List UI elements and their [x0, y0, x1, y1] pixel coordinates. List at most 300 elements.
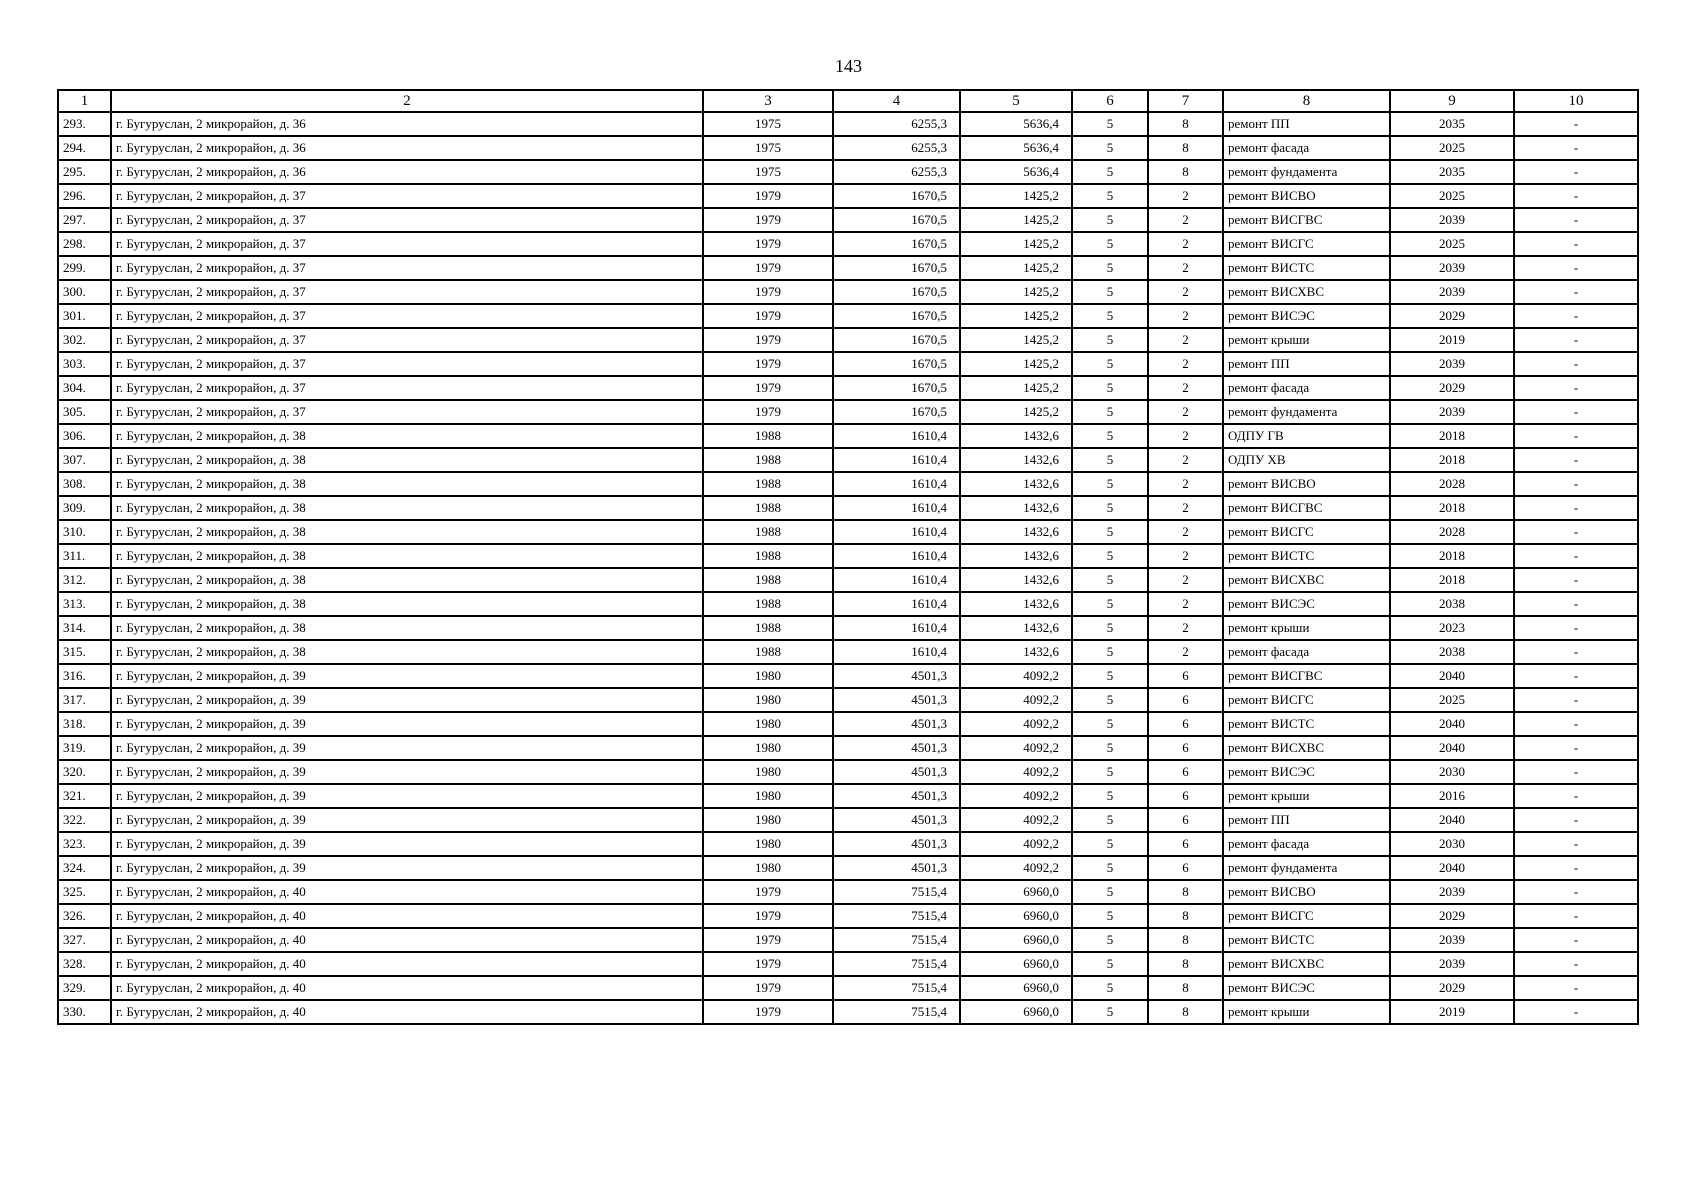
cell-address: г. Бугуруслан, 2 микрорайон, д. 40	[111, 1000, 703, 1024]
cell-row-number: 299.	[58, 256, 111, 280]
cell-address: г. Бугуруслан, 2 микрорайон, д. 40	[111, 904, 703, 928]
cell-note: -	[1514, 280, 1638, 304]
cell-year-built: 1979	[703, 352, 833, 376]
cell-planned-year: 2018	[1390, 544, 1514, 568]
cell-row-number: 318.	[58, 712, 111, 736]
cell-row-number: 308.	[58, 472, 111, 496]
cell-address: г. Бугуруслан, 2 микрорайон, д. 36	[111, 112, 703, 136]
cell-work-type: ремонт фасада	[1223, 640, 1390, 664]
cell-note: -	[1514, 544, 1638, 568]
cell-total-area: 1610,4	[833, 544, 960, 568]
cell-work-type: ремонт ВИСТС	[1223, 928, 1390, 952]
cell-row-number: 326.	[58, 904, 111, 928]
cell-planned-year: 2030	[1390, 832, 1514, 856]
table-row	[58, 784, 1638, 808]
cell-living-area: 1425,2	[960, 256, 1072, 280]
cell-entrances: 8	[1148, 136, 1223, 160]
cell-note: -	[1514, 856, 1638, 880]
cell-row-number: 330.	[58, 1000, 111, 1024]
cell-total-area: 4501,3	[833, 760, 960, 784]
cell-planned-year: 2039	[1390, 208, 1514, 232]
cell-living-area: 1425,2	[960, 184, 1072, 208]
cell-address: г. Бугуруслан, 2 микрорайон, д. 37	[111, 184, 703, 208]
cell-work-type: ремонт ПП	[1223, 808, 1390, 832]
cell-work-type: ремонт ВИСГВС	[1223, 496, 1390, 520]
cell-address: г. Бугуруслан, 2 микрорайон, д. 39	[111, 856, 703, 880]
cell-living-area: 6960,0	[960, 904, 1072, 928]
cell-year-built: 1988	[703, 520, 833, 544]
cell-work-type: ремонт ВИСВО	[1223, 472, 1390, 496]
cell-planned-year: 2039	[1390, 400, 1514, 424]
cell-floors: 5	[1072, 952, 1148, 976]
table-row	[58, 544, 1638, 568]
cell-planned-year: 2040	[1390, 736, 1514, 760]
cell-entrances: 2	[1148, 184, 1223, 208]
cell-entrances: 2	[1148, 352, 1223, 376]
cell-entrances: 6	[1148, 808, 1223, 832]
cell-year-built: 1988	[703, 568, 833, 592]
cell-row-number: 310.	[58, 520, 111, 544]
table-row	[58, 448, 1638, 472]
cell-note: -	[1514, 376, 1638, 400]
cell-address: г. Бугуруслан, 2 микрорайон, д. 39	[111, 664, 703, 688]
cell-row-number: 314.	[58, 616, 111, 640]
cell-planned-year: 2025	[1390, 184, 1514, 208]
cell-work-type: ремонт ВИСГВС	[1223, 664, 1390, 688]
cell-living-area: 4092,2	[960, 808, 1072, 832]
cell-planned-year: 2039	[1390, 352, 1514, 376]
cell-total-area: 7515,4	[833, 880, 960, 904]
cell-floors: 5	[1072, 904, 1148, 928]
cell-year-built: 1980	[703, 856, 833, 880]
cell-year-built: 1979	[703, 208, 833, 232]
cell-total-area: 6255,3	[833, 112, 960, 136]
cell-entrances: 2	[1148, 424, 1223, 448]
cell-year-built: 1988	[703, 472, 833, 496]
cell-work-type: ремонт фасада	[1223, 136, 1390, 160]
cell-floors: 5	[1072, 280, 1148, 304]
cell-address: г. Бугуруслан, 2 микрорайон, д. 37	[111, 280, 703, 304]
cell-total-area: 1670,5	[833, 232, 960, 256]
cell-entrances: 8	[1148, 160, 1223, 184]
cell-total-area: 4501,3	[833, 808, 960, 832]
cell-total-area: 1670,5	[833, 400, 960, 424]
cell-entrances: 2	[1148, 496, 1223, 520]
cell-total-area: 4501,3	[833, 856, 960, 880]
cell-entrances: 6	[1148, 760, 1223, 784]
cell-floors: 5	[1072, 136, 1148, 160]
cell-total-area: 7515,4	[833, 904, 960, 928]
cell-work-type: ремонт ВИСГС	[1223, 520, 1390, 544]
cell-living-area: 1432,6	[960, 568, 1072, 592]
cell-floors: 5	[1072, 808, 1148, 832]
cell-address: г. Бугуруслан, 2 микрорайон, д. 39	[111, 832, 703, 856]
cell-year-built: 1988	[703, 448, 833, 472]
cell-total-area: 1670,5	[833, 352, 960, 376]
cell-row-number: 298.	[58, 232, 111, 256]
cell-total-area: 4501,3	[833, 688, 960, 712]
cell-row-number: 313.	[58, 592, 111, 616]
table-body	[58, 112, 1638, 1024]
cell-work-type: ремонт крыши	[1223, 784, 1390, 808]
cell-total-area: 1610,4	[833, 640, 960, 664]
cell-entrances: 6	[1148, 664, 1223, 688]
table-row	[58, 928, 1638, 952]
cell-living-area: 6960,0	[960, 928, 1072, 952]
cell-year-built: 1979	[703, 1000, 833, 1024]
cell-total-area: 1670,5	[833, 256, 960, 280]
cell-living-area: 1425,2	[960, 232, 1072, 256]
cell-year-built: 1979	[703, 280, 833, 304]
table-row	[58, 376, 1638, 400]
cell-work-type: ремонт ВИСТС	[1223, 256, 1390, 280]
cell-work-type: ремонт ВИСВО	[1223, 184, 1390, 208]
cell-work-type: ремонт ВИСТС	[1223, 544, 1390, 568]
cell-total-area: 1610,4	[833, 520, 960, 544]
table-row	[58, 1000, 1638, 1024]
column-header: 5	[960, 90, 1072, 112]
cell-entrances: 6	[1148, 856, 1223, 880]
cell-address: г. Бугуруслан, 2 микрорайон, д. 39	[111, 688, 703, 712]
cell-row-number: 300.	[58, 280, 111, 304]
cell-note: -	[1514, 304, 1638, 328]
cell-entrances: 8	[1148, 1000, 1223, 1024]
table-row	[58, 208, 1638, 232]
cell-address: г. Бугуруслан, 2 микрорайон, д. 38	[111, 472, 703, 496]
cell-total-area: 4501,3	[833, 832, 960, 856]
cell-living-area: 1425,2	[960, 352, 1072, 376]
cell-entrances: 8	[1148, 976, 1223, 1000]
table-row	[58, 976, 1638, 1000]
cell-address: г. Бугуруслан, 2 микрорайон, д. 38	[111, 592, 703, 616]
cell-note: -	[1514, 256, 1638, 280]
cell-address: г. Бугуруслан, 2 микрорайон, д. 39	[111, 736, 703, 760]
cell-floors: 5	[1072, 664, 1148, 688]
cell-total-area: 7515,4	[833, 928, 960, 952]
table-row	[58, 472, 1638, 496]
cell-work-type: ремонт ВИСХВС	[1223, 952, 1390, 976]
cell-year-built: 1988	[703, 592, 833, 616]
cell-total-area: 6255,3	[833, 160, 960, 184]
cell-living-area: 1432,6	[960, 472, 1072, 496]
cell-entrances: 6	[1148, 736, 1223, 760]
cell-year-built: 1980	[703, 712, 833, 736]
cell-year-built: 1979	[703, 184, 833, 208]
cell-entrances: 8	[1148, 904, 1223, 928]
cell-planned-year: 2029	[1390, 376, 1514, 400]
cell-entrances: 2	[1148, 640, 1223, 664]
table-row	[58, 736, 1638, 760]
cell-address: г. Бугуруслан, 2 микрорайон, д. 37	[111, 256, 703, 280]
cell-entrances: 2	[1148, 280, 1223, 304]
cell-planned-year: 2018	[1390, 424, 1514, 448]
cell-address: г. Бугуруслан, 2 микрорайон, д. 38	[111, 424, 703, 448]
table-row	[58, 712, 1638, 736]
cell-total-area: 1610,4	[833, 616, 960, 640]
cell-planned-year: 2028	[1390, 472, 1514, 496]
cell-living-area: 1425,2	[960, 304, 1072, 328]
table-row	[58, 952, 1638, 976]
cell-row-number: 329.	[58, 976, 111, 1000]
cell-work-type: ремонт ПП	[1223, 112, 1390, 136]
table-row	[58, 136, 1638, 160]
cell-living-area: 4092,2	[960, 832, 1072, 856]
cell-note: -	[1514, 520, 1638, 544]
cell-work-type: ремонт ВИСХВС	[1223, 280, 1390, 304]
cell-planned-year: 2025	[1390, 136, 1514, 160]
cell-year-built: 1979	[703, 232, 833, 256]
cell-floors: 5	[1072, 184, 1148, 208]
cell-work-type: ремонт ВИСГС	[1223, 232, 1390, 256]
cell-address: г. Бугуруслан, 2 микрорайон, д. 37	[111, 400, 703, 424]
cell-address: г. Бугуруслан, 2 микрорайон, д. 38	[111, 544, 703, 568]
cell-year-built: 1979	[703, 400, 833, 424]
cell-living-area: 5636,4	[960, 160, 1072, 184]
cell-work-type: ремонт ВИСГВС	[1223, 208, 1390, 232]
cell-address: г. Бугуруслан, 2 микрорайон, д. 39	[111, 760, 703, 784]
cell-living-area: 1432,6	[960, 640, 1072, 664]
cell-address: г. Бугуруслан, 2 микрорайон, д. 36	[111, 160, 703, 184]
cell-planned-year: 2025	[1390, 688, 1514, 712]
cell-note: -	[1514, 904, 1638, 928]
cell-planned-year: 2028	[1390, 520, 1514, 544]
cell-work-type: ремонт ВИСЭС	[1223, 760, 1390, 784]
table-row	[58, 832, 1638, 856]
cell-note: -	[1514, 472, 1638, 496]
cell-note: -	[1514, 976, 1638, 1000]
cell-living-area: 1425,2	[960, 280, 1072, 304]
cell-total-area: 1610,4	[833, 496, 960, 520]
cell-living-area: 1425,2	[960, 376, 1072, 400]
cell-work-type: ремонт ВИСЭС	[1223, 592, 1390, 616]
cell-total-area: 1670,5	[833, 280, 960, 304]
cell-note: -	[1514, 424, 1638, 448]
column-header: 2	[111, 90, 703, 112]
cell-note: -	[1514, 592, 1638, 616]
cell-floors: 5	[1072, 688, 1148, 712]
cell-planned-year: 2029	[1390, 904, 1514, 928]
cell-row-number: 302.	[58, 328, 111, 352]
cell-work-type: ремонт фасада	[1223, 376, 1390, 400]
cell-living-area: 6960,0	[960, 880, 1072, 904]
table-row	[58, 184, 1638, 208]
table-row	[58, 616, 1638, 640]
cell-floors: 5	[1072, 760, 1148, 784]
cell-living-area: 1432,6	[960, 616, 1072, 640]
cell-living-area: 1432,6	[960, 544, 1072, 568]
cell-entrances: 2	[1148, 616, 1223, 640]
cell-note: -	[1514, 640, 1638, 664]
cell-row-number: 296.	[58, 184, 111, 208]
cell-address: г. Бугуруслан, 2 микрорайон, д. 38	[111, 616, 703, 640]
table-row	[58, 904, 1638, 928]
cell-total-area: 4501,3	[833, 784, 960, 808]
cell-floors: 5	[1072, 832, 1148, 856]
cell-planned-year: 2038	[1390, 592, 1514, 616]
cell-planned-year: 2040	[1390, 856, 1514, 880]
cell-address: г. Бугуруслан, 2 микрорайон, д. 40	[111, 928, 703, 952]
cell-total-area: 1610,4	[833, 448, 960, 472]
cell-note: -	[1514, 328, 1638, 352]
cell-floors: 5	[1072, 880, 1148, 904]
cell-planned-year: 2029	[1390, 304, 1514, 328]
cell-work-type: ремонт фасада	[1223, 832, 1390, 856]
cell-address: г. Бугуруслан, 2 микрорайон, д. 40	[111, 976, 703, 1000]
cell-floors: 5	[1072, 544, 1148, 568]
cell-floors: 5	[1072, 160, 1148, 184]
cell-work-type: ремонт ПП	[1223, 352, 1390, 376]
cell-year-built: 1979	[703, 376, 833, 400]
cell-planned-year: 2019	[1390, 1000, 1514, 1024]
cell-year-built: 1980	[703, 664, 833, 688]
cell-entrances: 2	[1148, 520, 1223, 544]
column-header: 10	[1514, 90, 1638, 112]
cell-floors: 5	[1072, 856, 1148, 880]
cell-floors: 5	[1072, 208, 1148, 232]
cell-total-area: 4501,3	[833, 736, 960, 760]
cell-floors: 5	[1072, 328, 1148, 352]
cell-row-number: 325.	[58, 880, 111, 904]
cell-floors: 5	[1072, 712, 1148, 736]
cell-note: -	[1514, 400, 1638, 424]
table-row	[58, 328, 1638, 352]
cell-note: -	[1514, 880, 1638, 904]
cell-year-built: 1980	[703, 784, 833, 808]
cell-entrances: 2	[1148, 472, 1223, 496]
column-header: 6	[1072, 90, 1148, 112]
cell-row-number: 301.	[58, 304, 111, 328]
cell-living-area: 6960,0	[960, 952, 1072, 976]
cell-planned-year: 2040	[1390, 808, 1514, 832]
table-row	[58, 808, 1638, 832]
cell-work-type: ремонт ВИСВО	[1223, 880, 1390, 904]
cell-note: -	[1514, 688, 1638, 712]
cell-floors: 5	[1072, 496, 1148, 520]
cell-living-area: 1432,6	[960, 496, 1072, 520]
cell-floors: 5	[1072, 232, 1148, 256]
cell-total-area: 4501,3	[833, 664, 960, 688]
cell-entrances: 6	[1148, 712, 1223, 736]
table-row	[58, 256, 1638, 280]
cell-total-area: 4501,3	[833, 712, 960, 736]
cell-floors: 5	[1072, 520, 1148, 544]
cell-floors: 5	[1072, 616, 1148, 640]
cell-year-built: 1979	[703, 904, 833, 928]
cell-row-number: 316.	[58, 664, 111, 688]
cell-year-built: 1979	[703, 952, 833, 976]
cell-address: г. Бугуруслан, 2 микрорайон, д. 38	[111, 640, 703, 664]
cell-planned-year: 2018	[1390, 568, 1514, 592]
cell-work-type: ОДПУ ХВ	[1223, 448, 1390, 472]
cell-entrances: 2	[1148, 592, 1223, 616]
cell-living-area: 5636,4	[960, 112, 1072, 136]
cell-note: -	[1514, 1000, 1638, 1024]
cell-living-area: 5636,4	[960, 136, 1072, 160]
page-number: 143	[835, 56, 862, 76]
cell-planned-year: 2023	[1390, 616, 1514, 640]
cell-year-built: 1975	[703, 112, 833, 136]
cell-note: -	[1514, 568, 1638, 592]
cell-planned-year: 2030	[1390, 760, 1514, 784]
cell-note: -	[1514, 208, 1638, 232]
cell-entrances: 2	[1148, 304, 1223, 328]
cell-planned-year: 2039	[1390, 880, 1514, 904]
cell-address: г. Бугуруслан, 2 микрорайон, д. 39	[111, 784, 703, 808]
cell-work-type: ремонт крыши	[1223, 1000, 1390, 1024]
table-row	[58, 880, 1638, 904]
cell-living-area: 4092,2	[960, 712, 1072, 736]
cell-address: г. Бугуруслан, 2 микрорайон, д. 37	[111, 232, 703, 256]
cell-entrances: 8	[1148, 880, 1223, 904]
cell-note: -	[1514, 952, 1638, 976]
cell-total-area: 1670,5	[833, 328, 960, 352]
cell-row-number: 321.	[58, 784, 111, 808]
table-row	[58, 112, 1638, 136]
cell-living-area: 1432,6	[960, 424, 1072, 448]
table-row	[58, 424, 1638, 448]
cell-row-number: 328.	[58, 952, 111, 976]
cell-planned-year: 2039	[1390, 280, 1514, 304]
cell-living-area: 1432,6	[960, 592, 1072, 616]
cell-work-type: ремонт ВИСГС	[1223, 688, 1390, 712]
cell-entrances: 2	[1148, 400, 1223, 424]
cell-row-number: 295.	[58, 160, 111, 184]
housing-repair-table	[57, 89, 1639, 1025]
table-row	[58, 760, 1638, 784]
cell-year-built: 1980	[703, 760, 833, 784]
cell-living-area: 4092,2	[960, 736, 1072, 760]
table-row	[58, 688, 1638, 712]
cell-planned-year: 2025	[1390, 232, 1514, 256]
table-row	[58, 160, 1638, 184]
table-row	[58, 400, 1638, 424]
cell-living-area: 4092,2	[960, 760, 1072, 784]
cell-living-area: 4092,2	[960, 856, 1072, 880]
cell-total-area: 1610,4	[833, 568, 960, 592]
cell-note: -	[1514, 928, 1638, 952]
cell-work-type: ремонт фундамента	[1223, 400, 1390, 424]
cell-total-area: 1670,5	[833, 304, 960, 328]
cell-row-number: 320.	[58, 760, 111, 784]
table-row	[58, 352, 1638, 376]
cell-floors: 5	[1072, 640, 1148, 664]
cell-row-number: 317.	[58, 688, 111, 712]
cell-note: -	[1514, 712, 1638, 736]
cell-note: -	[1514, 784, 1638, 808]
cell-address: г. Бугуруслан, 2 микрорайон, д. 37	[111, 208, 703, 232]
table-row	[58, 304, 1638, 328]
cell-planned-year: 2029	[1390, 976, 1514, 1000]
cell-planned-year: 2039	[1390, 928, 1514, 952]
cell-work-type: ремонт ВИСТС	[1223, 712, 1390, 736]
cell-year-built: 1979	[703, 256, 833, 280]
cell-living-area: 1425,2	[960, 400, 1072, 424]
cell-planned-year: 2040	[1390, 712, 1514, 736]
cell-year-built: 1979	[703, 928, 833, 952]
cell-note: -	[1514, 736, 1638, 760]
cell-planned-year: 2040	[1390, 664, 1514, 688]
cell-row-number: 297.	[58, 208, 111, 232]
cell-planned-year: 2039	[1390, 256, 1514, 280]
cell-work-type: ремонт ВИСЭС	[1223, 304, 1390, 328]
cell-note: -	[1514, 760, 1638, 784]
cell-row-number: 303.	[58, 352, 111, 376]
cell-entrances: 8	[1148, 952, 1223, 976]
cell-work-type: ремонт ВИСХВС	[1223, 568, 1390, 592]
cell-floors: 5	[1072, 472, 1148, 496]
cell-total-area: 7515,4	[833, 976, 960, 1000]
cell-floors: 5	[1072, 1000, 1148, 1024]
